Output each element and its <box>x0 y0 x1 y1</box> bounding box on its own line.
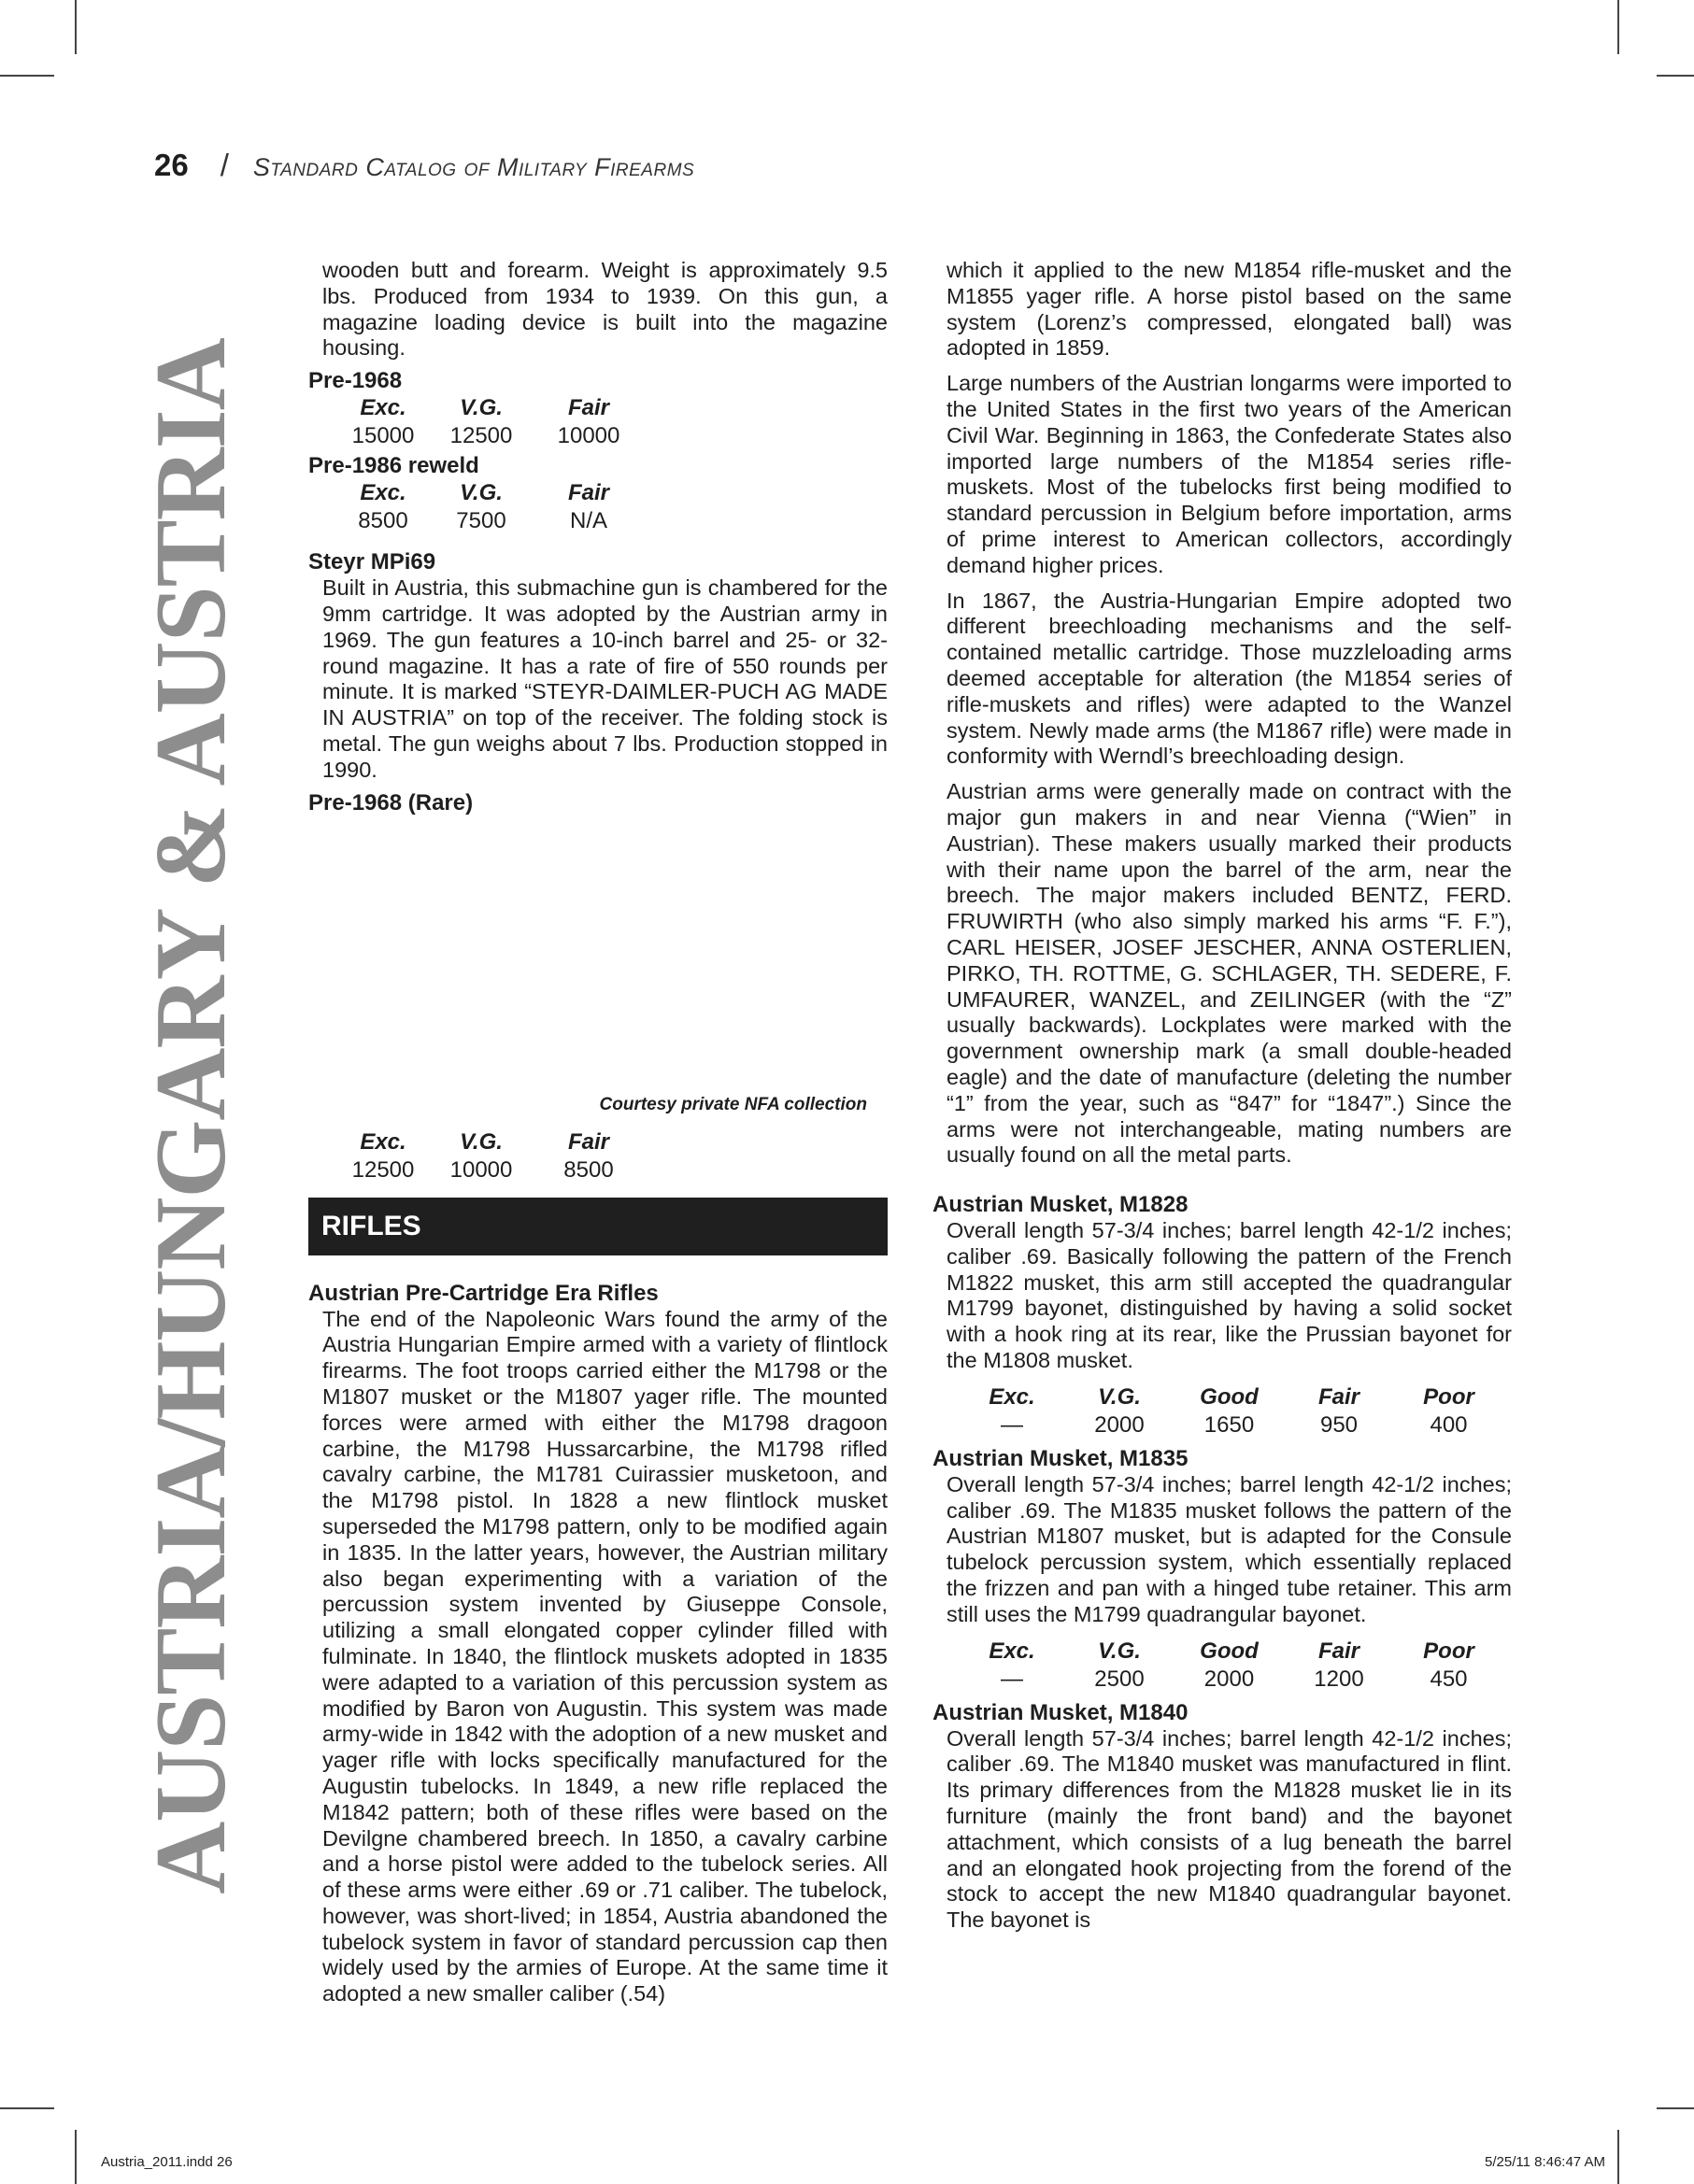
value-vg: 2000 <box>1094 1411 1145 1438</box>
col-fair: Fair <box>567 480 609 506</box>
intro-paragraph: wooden butt and forearm. Weight is approximately 9.5 lbs. Produced from 1934 to 1939. On this gun, a magazine loading device is built into the magazine housing. <box>322 258 888 361</box>
crop-mark <box>0 2107 54 2109</box>
paragraph: which it applied to the new M1854 rifle-musket and the M1855 yager rifle. A horse pistol based on the same system (Lorenz’s compressed, elongated ball) was adopted in 1859. <box>947 258 1512 361</box>
price-table <box>336 1128 645 1184</box>
col-vg: V.G. <box>1098 1383 1141 1410</box>
footer-timestamp: 5/25/11 8:46:47 AM <box>1485 2154 1605 2170</box>
value-vg: 2500 <box>1094 1666 1145 1692</box>
header-separator: / <box>220 148 229 182</box>
col-good: Good <box>1200 1638 1259 1664</box>
value-exc: — <box>1001 1411 1023 1438</box>
entry-text: Built in Austria, this submachine gun is chambered for the 9mm cartridge. It was adopted by the Austrian army in 1969. The gun features a 10-inch barrel and 25- or 32-round magazine. It has a rate of fire of 550 rounds per minute. It is marked “STEYR-DAIMLER-PUCH AG MADE IN AUSTRIA” on top of the receiver. The folding stock is metal. The gun weighs about 7 lbs. Production stopped in 1990. <box>322 575 888 782</box>
crop-mark <box>75 0 77 54</box>
col-good: Good <box>1200 1383 1259 1410</box>
col-vg: V.G. <box>460 1128 503 1155</box>
col-vg: V.G. <box>460 480 503 506</box>
value-exc: 12500 <box>351 1156 415 1183</box>
entry-text: The end of the Napoleonic Wars found the army of the Austria Hungarian Empire armed with a variety of flintlock firearms. The foot troops carried either the M1798 or the M1807 musket or the M1807 yager rifle. The mounted forces were armed with either the M1798 dragoon carbine, the M1798 Hussarcarbine, the M1798 rifled cavalry carbine, the M1781 Cuirassier musketoon, and the M1798 pistol. In 1828 a new flintlock musket superseded the M1798 pattern, only to be modified again in 1835. In the latter years, however, the Austrian military also began experimenting with a variation of the percussion system invented by Giuseppe Console, utilizing a small elongated copper cylinder filled with fulminate. In 1840, the flintlock muskets adopted in 1835 were adapted to a variation of this percussion system as modified by Baron von Augustin. This system was made army-wide in 1842 with the adoption of a new musket and yager rifle with locks specifically manufactured for the Augustin tubelocks. In 1849, a new rifle replaced the M1842 pattern; both of these rifles were based on the Devilgne chambered breech. In 1850, a cavalry carbine and a horse pistol were added to the tubelock series. All of these arms were either .69 or .71 caliber. The tubelock, however, was short-lived; in 1854, Austria abandoned the tubelock system in favor of standard percussion cap then widely used by the armies of Europe. At the same time it adopted a new smaller caliber (.54) <box>322 1306 888 2007</box>
value-exc: 15000 <box>351 423 415 449</box>
crop-mark <box>1657 2107 1694 2109</box>
crop-mark <box>1617 0 1619 54</box>
col-exc: Exc. <box>360 395 406 421</box>
col-exc: Exc. <box>989 1638 1035 1664</box>
paragraph: Austrian arms were generally made on contract with the major gun makers in and near Vienna (“Wien” in Austrian). These makers usually marked their products with their name upon the barrel of the arm, near the breech. The major makers included BENTZ, FERD. FRUWIRTH (who also simply marked his arms “F. F.”), CARL HEISER, JOSEF JESCHER, ANNA OSTERLIEN, PIRKO, TH. ROTTME, G. SCHLAGER, TH. SEDERE, F. UMFAURER, WANZEL, and ZEILINGER (with the “Z” usually backwards). Lockplates were marked with the government ownership mark (a small double-headed eagle) and the date of manufacture (deleting the number “1” from the year, such as “847” for “1847”.) Since the arms were not interchangeable, mating numbers are usually found on all the metal parts. <box>947 779 1512 1168</box>
col-exc: Exc. <box>360 480 406 506</box>
entry-title: Austrian Musket, M1828 <box>932 1192 1189 1218</box>
section-banner-rifles: RIFLES <box>308 1198 888 1255</box>
footer-file: Austria_2011.indd 26 <box>101 2154 233 2170</box>
value-fair: 950 <box>1319 1411 1359 1438</box>
side-tab-text: AUSTRIA/HUNGARY & AUSTRIA <box>135 338 247 1894</box>
entry-title: Steyr MPi69 <box>308 549 436 575</box>
col-poor: Poor <box>1423 1383 1474 1410</box>
price-table <box>961 1383 1502 1439</box>
col-poor: Poor <box>1423 1638 1474 1664</box>
price-table <box>336 394 645 450</box>
col-exc: Exc. <box>989 1383 1035 1410</box>
entry-text: Overall length 57-3/4 inches; barrel length 42-1/2 inches; caliber .69. The M1840 musket was manufactured in flint. Its primary differences from the M1828 musket lie in its furniture (mainly the front band) and the bayonet attachment, which consists of a lug beneath the barrel and an elongated hook projecting from the forend of the stock to accept the new M1840 quadrangular bayonet. The bayonet is <box>947 1725 1512 1933</box>
left-column <box>308 258 888 2013</box>
col-fair: Fair <box>567 395 609 421</box>
value-fair: N/A <box>569 508 607 534</box>
running-title: Standard Catalog of Military Firearms <box>252 153 695 181</box>
right-column <box>932 258 1512 1939</box>
crop-mark <box>1657 75 1694 77</box>
running-header <box>154 148 694 194</box>
photo-credit: Courtesy private NFA collection <box>599 1094 867 1114</box>
value-fair: 1200 <box>1314 1666 1364 1692</box>
value-fair: 8500 <box>563 1156 614 1183</box>
value-fair: 10000 <box>557 423 620 449</box>
entry-text: Overall length 57-3/4 inches; barrel length 42-1/2 inches; caliber .69. Basically following the pattern of the French M1822 musket, this arm still accepted the quadrangular M1799 bayonet, distinguished by having a solid socket with a hook ring at its rear, like the Prussian bayonet for the M1808 musket. <box>947 1218 1512 1373</box>
value-poor: 400 <box>1430 1411 1468 1438</box>
crop-mark <box>0 75 54 77</box>
value-vg: 7500 <box>456 508 506 534</box>
paragraph: Large numbers of the Austrian longarms were imported to the United States in the first two years of the American Civil War. Beginning in 1863, the Confederate States also imported large numbers of the M1854 series rifle-muskets. Most of the tubelocks first being modified to standard percussion in Belgium before importation, arms of prime interest to American collectors, accordingly demand higher prices. <box>947 371 1512 577</box>
value-vg: 12500 <box>449 423 513 449</box>
page-number: 26 <box>154 148 189 182</box>
col-exc: Exc. <box>360 1128 406 1155</box>
value-exc: — <box>1001 1666 1023 1692</box>
col-vg: V.G. <box>460 395 503 421</box>
side-tab <box>135 276 247 1957</box>
value-exc: 8500 <box>358 508 408 534</box>
price-heading: Pre-1968 <box>308 368 403 394</box>
price-table <box>961 1638 1502 1694</box>
value-poor: 450 <box>1430 1666 1468 1692</box>
entry-text: Overall length 57-3/4 inches; barrel length 42-1/2 inches; caliber .69. The M1835 musket follows the pattern of the Austrian M1807 musket, but is adapted for the Consule tubelock percussion system, which essentially replaced the frizzen and pan with a hinged tube retainer. This arm still uses the M1799 quadrangular bayonet. <box>947 1471 1512 1626</box>
price-heading: Pre-1986 reweld <box>308 453 479 479</box>
price-table <box>336 479 645 535</box>
value-good: 1650 <box>1203 1411 1255 1438</box>
entry-title: Austrian Musket, M1840 <box>932 1699 1189 1725</box>
value-vg: 10000 <box>449 1156 513 1183</box>
value-good: 2000 <box>1203 1666 1255 1692</box>
col-vg: V.G. <box>1098 1638 1141 1664</box>
col-fair: Fair <box>567 1128 609 1155</box>
entry-title: Austrian Pre-Cartridge Era Rifles <box>308 1280 659 1306</box>
col-fair: Fair <box>1317 1638 1359 1664</box>
crop-mark <box>75 2130 77 2184</box>
col-fair: Fair <box>1317 1383 1359 1410</box>
price-heading: Pre-1968 (Rare) <box>308 789 474 815</box>
paragraph: In 1867, the Austria-Hungarian Empire adopted two different breechloading mechanisms and the self-contained metallic cartridge. Those muzzleloading arms deemed acceptable for alteration (the M1854 series of rifle-muskets and rifles) were adapted to the Wanzel system. Newly made arms (the M1867 rifle) were made in conformity with Werndl’s breechloading design. <box>947 588 1512 769</box>
crop-mark <box>1617 2130 1619 2184</box>
entry-title: Austrian Musket, M1835 <box>932 1445 1189 1471</box>
